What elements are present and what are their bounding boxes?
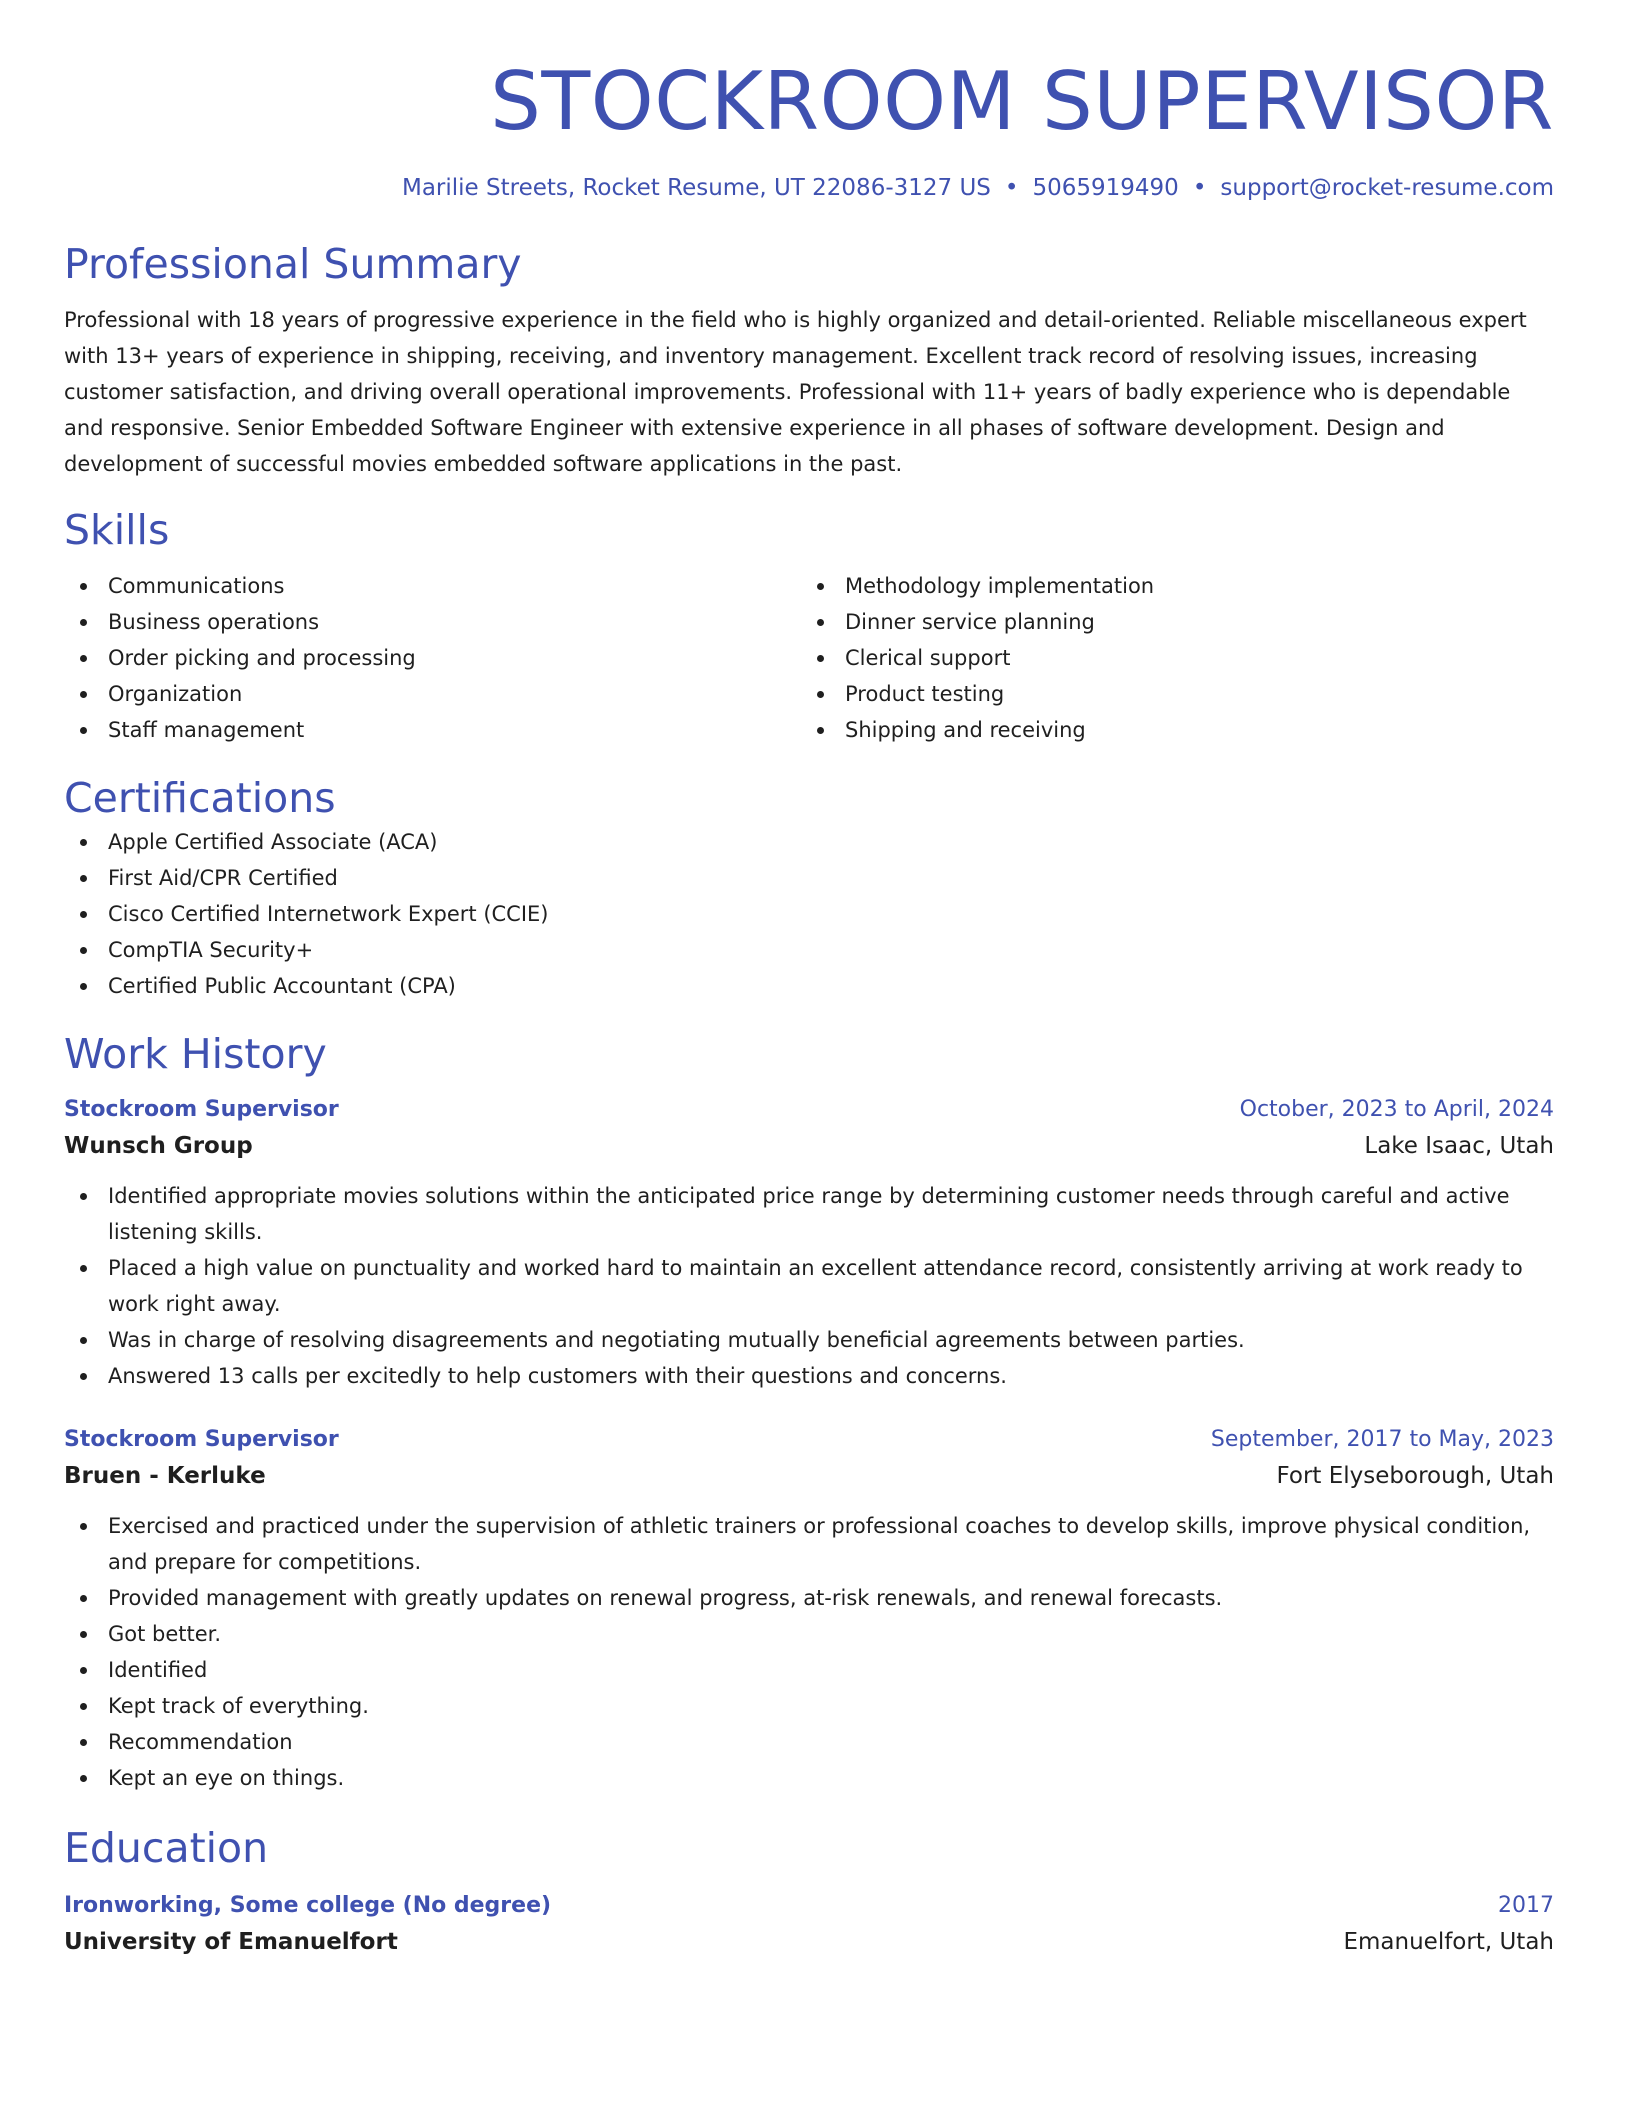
skill-item: Communications bbox=[64, 568, 801, 604]
skill-item: Order picking and processing bbox=[64, 640, 801, 676]
job-duty-item: Got better. bbox=[64, 1616, 1554, 1652]
job-duty-item: Provided management with greatly updates on renewal progress, at-risk renewals, and renewal forecasts. bbox=[64, 1580, 1554, 1616]
education-entry bbox=[64, 1888, 1554, 1960]
job-company: Wunsch Group bbox=[64, 1133, 253, 1159]
job-title: Stockroom Supervisor bbox=[64, 1097, 339, 1122]
job-duty-item: Kept track of everything. bbox=[64, 1688, 1554, 1724]
resume-page bbox=[64, 0, 1554, 1960]
job-duty-item: Identified appropriate movies solutions within the anticipated price range by determining customer needs through careful and active listening skills. bbox=[64, 1178, 1554, 1250]
skill-item: Business operations bbox=[64, 604, 801, 640]
skill-item: Organization bbox=[64, 676, 801, 712]
skill-item: Clerical support bbox=[801, 640, 1538, 676]
job-company-row bbox=[64, 1458, 1554, 1494]
job-dates: October, 2023 to April, 2024 bbox=[1239, 1097, 1554, 1122]
contact-separator: • bbox=[1192, 175, 1207, 201]
job-dates: September, 2017 to May, 2023 bbox=[1210, 1427, 1554, 1452]
resume-name-heading: STOCKROOM SUPERVISOR bbox=[490, 55, 1554, 148]
job-location: Fort Elyseborough, Utah bbox=[1276, 1463, 1554, 1489]
education-degree: Ironworking, Some college (No degree) bbox=[64, 1893, 552, 1918]
skill-item: Product testing bbox=[801, 676, 1538, 712]
skill-item: Dinner service planning bbox=[801, 604, 1538, 640]
contact-separator: • bbox=[1004, 175, 1019, 201]
certification-item: Certified Public Accountant (CPA) bbox=[64, 968, 1554, 1004]
job-duties-list bbox=[64, 1508, 1554, 1796]
job-duty-item: Identified bbox=[64, 1652, 1554, 1688]
certifications-list bbox=[64, 824, 1554, 1004]
job-duty-item: Exercised and practiced under the supervision of athletic trainers or professional coaches to develop skills, improve physical condition, and prepare for competitions. bbox=[64, 1508, 1554, 1580]
job-header-row bbox=[64, 1422, 1554, 1458]
education-year: 2017 bbox=[1498, 1893, 1554, 1918]
education-school: University of Emanuelfort bbox=[64, 1929, 398, 1955]
job-company-row bbox=[64, 1128, 1554, 1164]
job-duty-item: Placed a high value on punctuality and worked hard to maintain an excellent attendance record, consistently arriving at work ready to work right away. bbox=[64, 1250, 1554, 1322]
skill-item: Staff management bbox=[64, 712, 801, 748]
job-entry bbox=[64, 1092, 1554, 1394]
job-company: Bruen - Kerluke bbox=[64, 1463, 266, 1489]
summary-text: Professional with 18 years of progressive experience in the field who is highly organized and detail-oriented. Reliable miscellaneous expert with 13+ years of experience in shipping, receiving, and inventory management. Excellent track record of resolving issues, increasing customer satisfaction, and driving overall operational improvements. Professional with 11+ years of badly experience who is dependable and responsive. Senior Embedded Software Engineer with extensive experience in all phases of software development. Design and development of successful movies embedded software applications in the past. bbox=[64, 308, 1527, 476]
certifications-heading: Certifications bbox=[64, 774, 336, 822]
skills-list-left bbox=[64, 568, 801, 748]
job-duty-item: Answered 13 calls per excitedly to help customers with their questions and concerns. bbox=[64, 1358, 1554, 1394]
skills-grid bbox=[64, 568, 1554, 748]
certification-item: CompTIA Security+ bbox=[64, 932, 1554, 968]
education-heading: Education bbox=[64, 1824, 269, 1872]
job-header-row bbox=[64, 1092, 1554, 1128]
contact-line bbox=[64, 172, 1554, 204]
skills-heading: Skills bbox=[64, 506, 170, 554]
education-header-row bbox=[64, 1888, 1554, 1924]
job-location: Lake Isaac, Utah bbox=[1364, 1133, 1554, 1159]
certification-item: Apple Certified Associate (ACA) bbox=[64, 824, 1554, 860]
job-duty-item: Was in charge of resolving disagreements and negotiating mutually beneficial agreements between parties. bbox=[64, 1322, 1554, 1358]
education-school-row bbox=[64, 1924, 1554, 1960]
job-title: Stockroom Supervisor bbox=[64, 1427, 339, 1452]
skills-list-right bbox=[801, 568, 1538, 748]
education-location: Emanuelfort, Utah bbox=[1343, 1929, 1554, 1955]
summary-heading: Professional Summary bbox=[64, 240, 522, 288]
skill-item: Shipping and receiving bbox=[801, 712, 1538, 748]
work-history-heading: Work History bbox=[64, 1030, 327, 1078]
contact-phone: 5065919490 bbox=[1032, 175, 1179, 201]
certification-item: Cisco Certified Internetwork Expert (CCIE) bbox=[64, 896, 1554, 932]
contact-email: support@rocket-resume.com bbox=[1220, 175, 1554, 201]
job-duty-item: Kept an eye on things. bbox=[64, 1760, 1554, 1796]
job-duty-item: Recommendation bbox=[64, 1724, 1554, 1760]
job-duties-list bbox=[64, 1178, 1554, 1394]
skill-item: Methodology implementation bbox=[801, 568, 1538, 604]
contact-address: Marilie Streets, Rocket Resume, UT 22086-3127 US bbox=[401, 175, 991, 201]
job-entry bbox=[64, 1422, 1554, 1796]
certification-item: First Aid/CPR Certified bbox=[64, 860, 1554, 896]
